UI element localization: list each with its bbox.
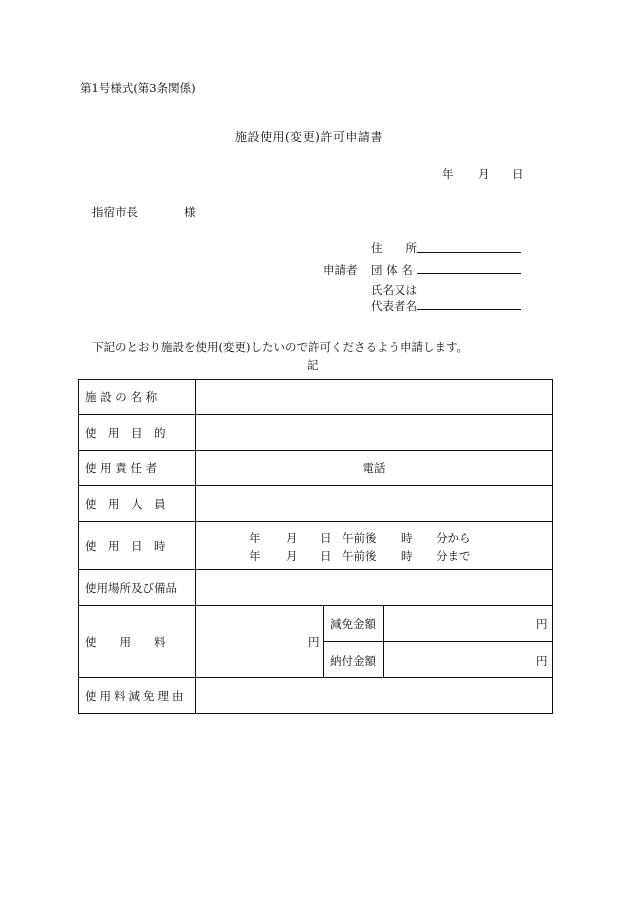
fee-amount-field[interactable] [196, 606, 302, 676]
dt-start-year: 年 [249, 531, 261, 545]
row-datetime [79, 522, 553, 570]
fee-label: 使 用 料 [79, 606, 196, 678]
addressee-name: 指宿市長 [92, 205, 138, 219]
row-place-equipment [79, 570, 553, 606]
row-purpose [79, 415, 553, 451]
reduction-amount-field[interactable] [384, 606, 532, 640]
row-fee [79, 606, 553, 678]
dt-start-day: 日 [320, 531, 332, 545]
reduction-reason-label: 使用料減免理由 [79, 678, 196, 714]
people-label: 使 用 人 員 [79, 486, 196, 522]
representative-name-line[interactable] [417, 309, 521, 310]
dt-end-minute: 分まで [436, 549, 471, 563]
form-number: 第1号様式(第3条関係) [80, 81, 196, 95]
addressee-honorific: 様 [184, 205, 196, 219]
group-name-label: 団 体 名 [371, 263, 413, 277]
row-responsible [79, 451, 553, 486]
address-label: 住 所 [371, 241, 417, 255]
ki-label: 記 [307, 358, 319, 372]
dt-end-hour: 時 [401, 549, 413, 563]
facility-name-field[interactable] [196, 380, 553, 415]
payment-amount-label: 納付金額 [330, 654, 376, 668]
row-facility-name [79, 380, 553, 415]
request-text: 下記のとおり施設を使用(変更)したいので許可くださるよう申請します。 [92, 340, 469, 354]
dt-end-month: 月 [286, 549, 298, 563]
dt-start-hour: 時 [401, 531, 413, 545]
dt-start-ampm: 午前後 [342, 531, 377, 545]
phone-label: 電話 [362, 461, 386, 475]
facility-name-label: 施 設 の 名 称 [79, 380, 196, 415]
form-title: 施設使用(変更)許可申請書 [235, 130, 383, 144]
application-table [78, 379, 553, 714]
dt-end-year: 年 [249, 549, 261, 563]
applicant-label: 申請者 [323, 263, 358, 277]
name-label-line1: 氏名又は [371, 283, 417, 297]
dt-start-minute: 分から [436, 531, 471, 545]
responsible-field[interactable] [196, 451, 553, 486]
payment-amount-field[interactable] [384, 642, 532, 676]
date-day-label: 日 [512, 167, 524, 181]
payment-yen: 円 [536, 654, 548, 668]
date-year-label: 年 [442, 167, 454, 181]
place-equipment-label: 使用場所及び備品 [79, 570, 196, 606]
people-field[interactable] [196, 486, 553, 522]
dt-end-ampm: 午前後 [342, 549, 377, 563]
datetime-label: 使 用 日 時 [79, 522, 196, 570]
row-reduction-reason [79, 678, 553, 714]
dt-end-day: 日 [320, 549, 332, 563]
reduction-amount-label: 減免金額 [330, 617, 376, 631]
row-people [79, 486, 553, 522]
purpose-label: 使 用 目 的 [79, 415, 196, 451]
place-equipment-field[interactable] [196, 570, 553, 606]
dt-start-month: 月 [286, 531, 298, 545]
purpose-field[interactable] [196, 415, 553, 451]
group-name-line[interactable] [417, 273, 521, 274]
datetime-field[interactable] [196, 522, 553, 570]
address-line[interactable] [417, 252, 521, 253]
fee-field [196, 606, 553, 678]
reduction-yen: 円 [536, 617, 548, 631]
fee-yen: 円 [308, 635, 320, 649]
reduction-reason-field[interactable] [196, 678, 553, 714]
date-month-label: 月 [478, 167, 490, 181]
name-label-line2: 代表者名 [371, 299, 417, 313]
responsible-label: 使 用 責 任 者 [79, 451, 196, 486]
